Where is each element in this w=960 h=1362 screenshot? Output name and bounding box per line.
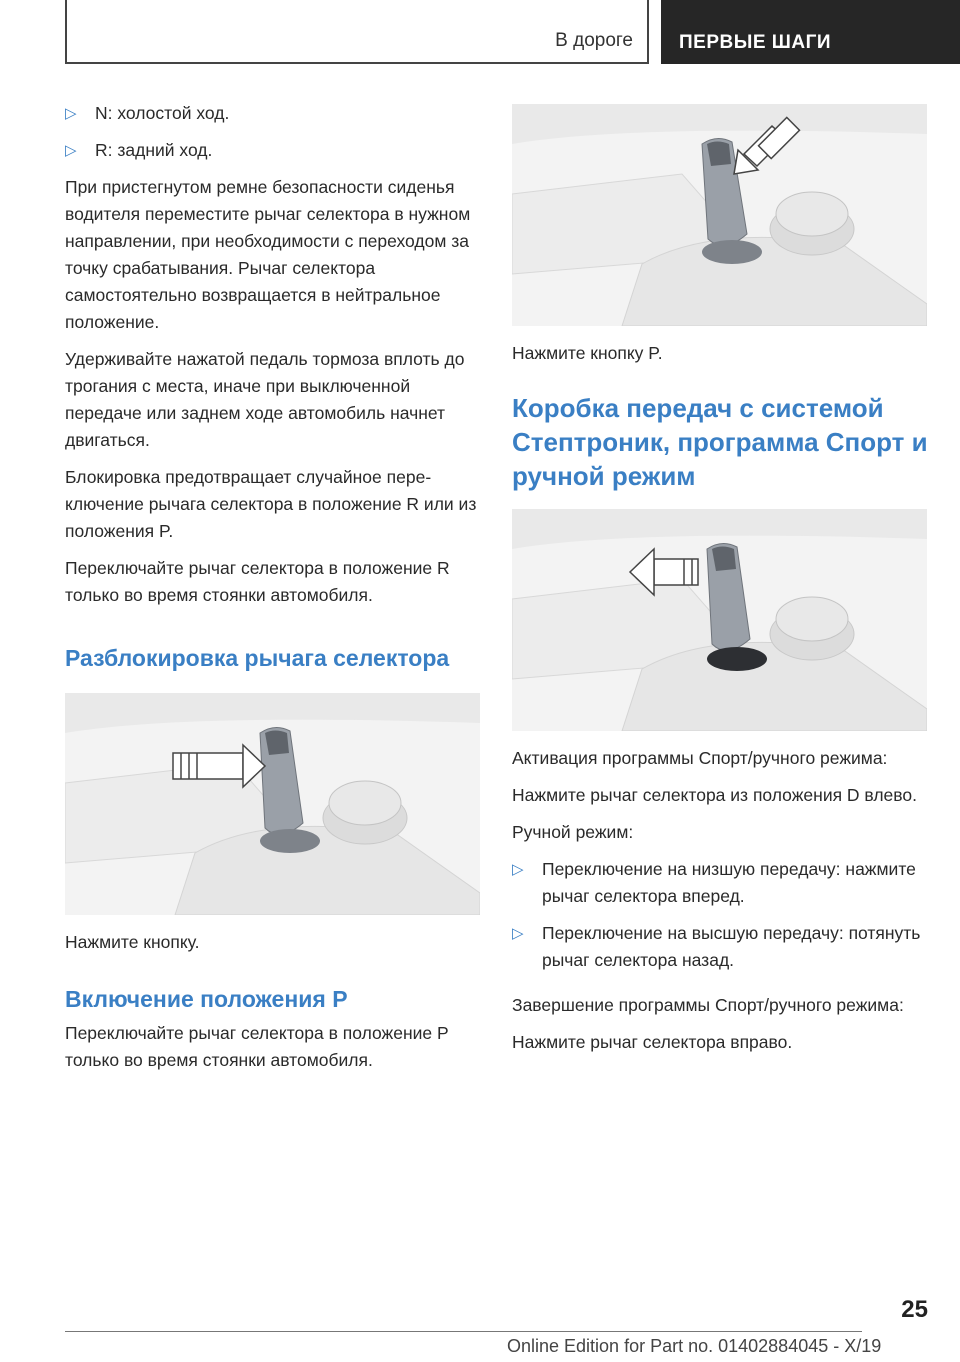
triangle-right-icon: ▷ (65, 105, 77, 122)
paragraph: Нажмите рычаг селектора вправо. (512, 1032, 793, 1052)
triangle-right-icon: ▷ (65, 142, 77, 159)
list-item (512, 856, 932, 910)
list-item (65, 137, 480, 164)
list-item (512, 920, 932, 974)
figure-caption: Нажмите кнопку. (65, 932, 200, 952)
paragraph: Нажмите рычаг селектора из положения D влево. (512, 785, 917, 805)
section-heading-unlock: Разблокировка рычага селектора (65, 645, 450, 671)
left-column (65, 100, 480, 1084)
figure-caption: Нажмите кнопку P. (512, 343, 663, 363)
paragraph: Завершение программы Спорт/ручного режима: (512, 995, 904, 1015)
section-label: В дороге (555, 30, 633, 51)
header-chapter (661, 0, 960, 64)
gear-selector-manual-figure (512, 509, 927, 731)
section-heading-steptronic: Коробка передач с системой Стептроник, программа Спорт и ручной режим (512, 393, 928, 491)
paragraph: Активация программы Спорт/ручного режима: (512, 748, 888, 768)
list-item (65, 100, 480, 127)
gear-selector-unlock-figure (65, 693, 480, 915)
bullet-text: R: задний ход. (95, 140, 213, 160)
bullet-text: Переключение на высшую передачу: потянуть рычаг селектора назад. (542, 923, 921, 970)
paragraph: Блокировка предотвращает случайное переключение рычага селектора в положение R или из положения P. (65, 467, 477, 541)
right-column (512, 104, 932, 1066)
paragraph: Удерживайте нажатой педаль тормоза вплоть до трогания с места, иначе при выключенной передаче или заднем ходе автомобиль начнет двигаться. (65, 349, 465, 450)
gear-selector-p-button-figure (512, 104, 927, 326)
bullet-text: N: холостой ход. (95, 103, 230, 123)
footer-divider (65, 1331, 862, 1332)
paragraph: Переключайте рычаг селектора в положение P только во время стоянки автомобиля. (65, 1023, 449, 1070)
section-heading-park: Включение положения P (65, 986, 348, 1012)
paragraph: При пристегнутом ремне безопасности сиденья водителя переместите рычаг селектора в нужном направлении, при необходимости с переходом за точку срабатывания. Рычаг селектора самостоятельно возвращается в нейтральное положение. (65, 177, 471, 332)
triangle-right-icon: ▷ (512, 925, 524, 942)
page-number: 25 (901, 1296, 928, 1323)
bullet-text: Переключение на низшую передачу: нажмите рычаг селектора вперед. (542, 859, 916, 906)
paragraph: Ручной режим: (512, 822, 634, 842)
triangle-right-icon: ▷ (512, 861, 524, 878)
chapter-label: ПЕРВЫЕ ШАГИ (679, 32, 832, 53)
paragraph: Переключайте рычаг селектора в положение R только во время стоянки автомобиля. (65, 558, 450, 605)
header-section (65, 0, 649, 64)
footer-edition: Online Edition for Part no. 01402884045 - X/19 (507, 1336, 882, 1356)
